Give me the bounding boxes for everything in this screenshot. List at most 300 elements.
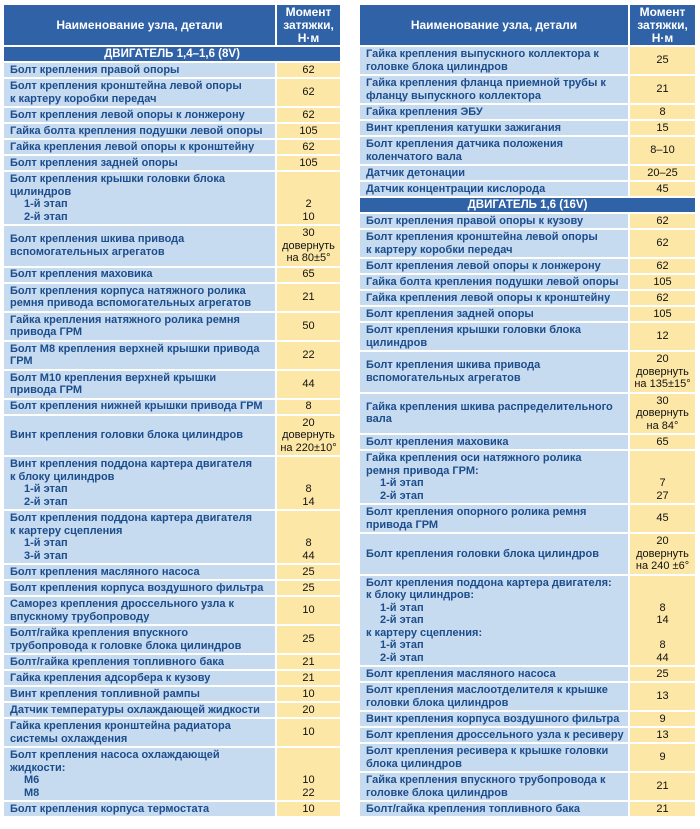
torque-value-line: 20	[302, 416, 315, 429]
part-name-line: Болт крепления масляного насоса	[10, 565, 200, 578]
torque-value-line: 14	[302, 495, 315, 508]
torque-value-line	[630, 452, 695, 465]
torque-value	[630, 534, 695, 574]
part-name-line: Датчик детонации	[366, 166, 466, 179]
spec-row	[360, 291, 695, 305]
torque-value	[630, 230, 695, 257]
part-name-line: Болт крепления корпуса воздушного фильтра	[10, 581, 264, 594]
torque-value-line	[277, 458, 340, 471]
part-name	[360, 76, 630, 103]
torque-value-line: 65	[656, 435, 669, 448]
part-name	[360, 323, 630, 350]
torque-value-line: довернуть	[636, 407, 689, 419]
part-name	[360, 105, 630, 119]
spec-row	[4, 655, 340, 669]
torque-value	[630, 214, 695, 228]
part-name	[4, 687, 277, 701]
part-name	[360, 352, 630, 392]
part-name-line: Болт/гайка крепления топливного бака	[10, 655, 224, 668]
torque-value	[277, 626, 340, 653]
torque-value-line: 9	[659, 712, 666, 725]
part-name-line: Болт крепления корпуса натяжного ролика	[10, 284, 246, 297]
torque-header-line: Момент	[639, 5, 686, 19]
part-name-line: вспомогательных агрегатов	[366, 371, 521, 384]
spec-row	[4, 79, 340, 106]
torque-table-left	[4, 3, 340, 818]
part-name-line: Болт крепления маслоотделителя к крышке	[366, 684, 608, 696]
torque-value	[630, 435, 695, 449]
spec-row	[360, 451, 695, 503]
torque-value	[630, 744, 695, 771]
torque-value-line: 15	[656, 121, 669, 134]
column-header-torque	[630, 5, 695, 45]
column-header-name: Наименование узла, детали	[360, 5, 630, 45]
part-name-line: Болт крепления кронштейна левой опоры	[366, 231, 598, 243]
part-name-line: Болт/гайка крепления впускного	[10, 627, 189, 639]
torque-value-line: 21	[656, 83, 669, 96]
spec-row	[360, 230, 695, 257]
part-name-line: Болт крепления ресивера к крышке головки	[366, 745, 609, 757]
spec-row	[360, 166, 695, 180]
part-name	[360, 230, 630, 257]
torque-value-line: 8–10	[650, 144, 675, 157]
part-name-line: 1-й этап	[380, 639, 424, 651]
torque-value	[277, 416, 340, 456]
torque-value-line	[277, 762, 340, 775]
spec-row	[360, 323, 695, 350]
part-name-line: Болт М8 крепления верхней крышки привода	[10, 342, 260, 355]
torque-value	[277, 655, 340, 669]
torque-value-line: на 80±5°	[286, 252, 331, 264]
torque-value-line	[277, 173, 340, 186]
part-name	[360, 47, 630, 74]
part-name-line: Болт крепления шкива привода	[366, 359, 541, 372]
part-name-line: привода ГРМ	[10, 384, 83, 396]
part-name	[4, 511, 277, 563]
torque-value	[277, 802, 340, 816]
spec-row	[360, 728, 695, 742]
part-name-line: трубопровода к головке блока цилиндров	[10, 639, 242, 652]
part-name-line: Гайка крепления ЭБУ	[366, 105, 483, 118]
spec-row	[360, 105, 695, 119]
spec-row	[360, 275, 695, 289]
torque-value-line: 65	[302, 268, 315, 281]
torque-value-line: 62	[656, 237, 669, 250]
part-name-line: Болт крепления левой опоры к лонжерону	[10, 108, 245, 121]
part-name	[360, 683, 630, 710]
torque-value	[630, 275, 695, 289]
part-name-line: головке блока цилиндров	[366, 786, 508, 799]
torque-value	[630, 576, 695, 666]
part-name	[4, 63, 277, 77]
torque-value	[277, 400, 340, 414]
torque-value	[630, 352, 695, 392]
part-name-line: 1-й этап	[24, 537, 68, 549]
part-name-line: Болт крепления правой опоры	[10, 63, 180, 76]
torque-value-line	[630, 465, 695, 478]
part-name	[360, 667, 630, 681]
spec-row	[360, 667, 695, 681]
spec-row	[4, 511, 340, 563]
torque-value-line: 62	[302, 140, 315, 153]
torque-value-line: 12	[656, 330, 669, 343]
spec-row	[360, 802, 695, 816]
spec-row	[4, 313, 340, 340]
part-name-line: Саморез крепления дроссельного узла к	[10, 598, 235, 610]
torque-value	[277, 371, 340, 398]
torque-value	[630, 307, 695, 321]
part-name-line: к картеру сцепления:	[366, 626, 483, 639]
part-name	[360, 576, 630, 666]
part-name-line: Гайка крепления левой опоры к кронштейну	[10, 140, 255, 153]
torque-value-line: 30	[656, 394, 669, 407]
part-name-line: 1-й этап	[380, 601, 424, 614]
spec-row	[360, 352, 695, 392]
part-name-line: 1-й этап	[24, 483, 68, 495]
spec-row	[4, 140, 340, 154]
part-name	[360, 259, 630, 273]
torque-value-line: 25	[656, 54, 669, 67]
part-name	[4, 416, 277, 456]
part-name	[4, 371, 277, 398]
part-name	[360, 728, 630, 742]
engine-section-header	[360, 198, 695, 212]
part-name-line: ГРМ	[10, 355, 33, 367]
spec-row	[4, 172, 340, 224]
torque-value-line: 62	[302, 63, 315, 76]
torque-value	[630, 105, 695, 119]
part-name	[4, 124, 277, 138]
part-name-line: Гайка крепления оси натяжного ролика	[366, 452, 582, 464]
torque-value	[277, 108, 340, 122]
torque-value	[277, 140, 340, 154]
torque-value-line: 13	[656, 728, 669, 741]
torque-value	[277, 172, 340, 224]
torque-value-line	[277, 512, 340, 525]
part-name-line: Болт крепления датчика положения	[366, 138, 564, 150]
torque-value-line: 10	[302, 726, 315, 739]
spec-row	[4, 802, 340, 816]
torque-value	[277, 63, 340, 77]
torque-value	[277, 565, 340, 579]
part-name-line: Гайка крепления шкива распределительного	[366, 400, 613, 413]
torque-value	[277, 342, 340, 369]
spec-row	[4, 371, 340, 398]
part-name-line: привода ГРМ	[366, 518, 439, 531]
part-name-line: Болт крепления маховика	[366, 435, 509, 448]
torque-value	[277, 124, 340, 138]
part-name-line: 1-й этап	[380, 477, 424, 489]
torque-value	[630, 712, 695, 726]
torque-value-line: 10	[302, 774, 315, 786]
spec-row	[4, 124, 340, 138]
spec-row	[4, 671, 340, 685]
torque-value-line: на 135±15°	[634, 378, 691, 390]
part-name	[4, 284, 277, 311]
torque-value-line	[630, 589, 695, 602]
torque-value-line: 8	[659, 639, 666, 651]
torque-value	[277, 79, 340, 106]
torque-value-line: 21	[302, 290, 315, 303]
part-name-line: 2-й этап	[24, 210, 68, 223]
spec-row	[360, 47, 695, 74]
torque-value-line: 44	[302, 377, 315, 390]
part-name	[360, 505, 630, 532]
torque-value	[277, 313, 340, 340]
part-name-line: ремня привода ГРМ:	[366, 464, 479, 477]
torque-value-line: 105	[653, 275, 672, 288]
part-name-line: Болт крепления крышки головки блока	[366, 324, 581, 336]
part-name-line: головке блока цилиндров	[366, 60, 508, 73]
part-name-line: к картеру сцепления	[10, 524, 123, 537]
part-name-line: Болт крепления масляного насоса	[366, 667, 556, 680]
torque-value-line: 10	[302, 802, 315, 815]
part-name-line: Винт крепления катушки зажигания	[366, 121, 562, 134]
part-name-line: Болт крепления головки блока цилиндров	[366, 547, 600, 560]
torque-value-line: 20	[656, 535, 669, 547]
part-name-line: фланцу выпускного коллектора	[366, 89, 541, 102]
part-name	[4, 597, 277, 624]
torque-value	[630, 182, 695, 196]
torque-value-line: 27	[656, 489, 669, 502]
torque-value-line: на 84°	[646, 419, 679, 432]
part-name	[360, 712, 630, 726]
spec-row	[4, 719, 340, 746]
torque-value	[630, 47, 695, 74]
part-name-line: к картеру коробки передач	[10, 92, 157, 105]
torque-value-line	[277, 749, 340, 762]
spec-row	[4, 63, 340, 77]
torque-value	[277, 511, 340, 563]
spec-row	[360, 712, 695, 726]
torque-value-line: довернуть	[282, 429, 335, 441]
torque-value	[630, 773, 695, 800]
part-name-line: М6	[24, 774, 40, 786]
table-header	[4, 5, 340, 45]
table-header	[360, 5, 695, 45]
torque-value-line: 30	[302, 227, 315, 239]
spec-row	[4, 597, 340, 624]
torque-value	[277, 226, 340, 266]
part-name	[4, 748, 277, 800]
part-name-line: Винт крепления головки блока цилиндров	[10, 429, 244, 441]
torque-value-line: 44	[302, 549, 315, 562]
torque-value-line: 22	[302, 786, 315, 799]
torque-value-line: 20	[302, 703, 315, 716]
part-name-line: Болт крепления корпуса термостата	[10, 802, 210, 815]
spec-row	[4, 687, 340, 701]
part-name	[4, 108, 277, 122]
part-name-line: Гайка крепления левой опоры к кронштейну	[366, 291, 611, 304]
torque-value-line: 45	[656, 182, 669, 195]
part-name	[4, 671, 277, 685]
spec-row	[360, 534, 695, 574]
part-name	[4, 156, 277, 170]
part-name	[360, 451, 630, 503]
part-name	[360, 291, 630, 305]
torque-value-line: 9	[659, 751, 666, 764]
torque-value-line	[277, 186, 340, 199]
spec-row	[360, 576, 695, 666]
part-name	[4, 226, 277, 266]
torque-value-line: 25	[656, 667, 669, 680]
part-name	[4, 565, 277, 579]
section-title: ДВИГАТЕЛЬ 1,4–1,6 (8V)	[4, 47, 340, 61]
torque-value-line: 25	[302, 633, 315, 646]
part-name	[4, 79, 277, 106]
torque-value-line: 25	[302, 581, 315, 594]
torque-value-line: 62	[656, 291, 669, 304]
torque-value-line: 8	[305, 537, 312, 549]
torque-value-line: 21	[302, 655, 315, 668]
part-name-line: Болт крепления поддона картера двигателя:	[366, 576, 612, 589]
torque-value-line: 21	[656, 780, 669, 793]
part-name-line: Болт крепления задней опоры	[366, 307, 534, 320]
part-name-line: Гайка крепления адсорбера к кузову	[10, 671, 211, 684]
spec-row	[4, 457, 340, 509]
torque-value-line: на 240 ±6°	[635, 560, 690, 572]
part-name	[4, 703, 277, 717]
part-name-line: впускному трубопроводу	[10, 610, 150, 623]
torque-value-line: 21	[302, 671, 315, 684]
torque-value-line: 7	[659, 477, 666, 489]
torque-value-line	[630, 577, 695, 590]
torque-value-line: 105	[299, 156, 318, 169]
part-name	[360, 534, 630, 574]
part-name-line: привода ГРМ	[10, 326, 83, 338]
part-name-line: коленчатого вала	[366, 150, 462, 163]
spec-row	[360, 505, 695, 532]
spec-row	[4, 156, 340, 170]
spec-row	[360, 394, 695, 434]
part-name-line: Винт крепления поддона картера двигателя	[10, 458, 253, 470]
part-name-line: Гайка болта крепления подушки левой опоры	[10, 124, 263, 137]
torque-header-line: Момент	[285, 5, 332, 19]
torque-value-line: 25	[302, 565, 315, 578]
torque-value	[277, 284, 340, 311]
part-name-line: Болт М10 крепления верхней крышки	[10, 371, 217, 384]
part-name-line: Гайка крепления натяжного ролика ремня	[10, 313, 240, 326]
part-name	[4, 400, 277, 414]
part-name	[360, 275, 630, 289]
spec-row	[4, 416, 340, 456]
part-name	[4, 140, 277, 154]
part-name	[4, 802, 277, 816]
part-name-line: вала	[366, 413, 392, 426]
part-name	[4, 268, 277, 282]
part-name-line: цилиндров	[366, 336, 428, 349]
torque-value	[277, 719, 340, 746]
column-header-name: Наименование узла, детали	[4, 5, 277, 45]
part-name-line: жидкости:	[10, 761, 66, 774]
spec-row	[4, 342, 340, 369]
part-name	[4, 313, 277, 340]
part-name-line: Болт крепления поддона картера двигателя	[10, 512, 253, 524]
part-name-line: 1-й этап	[24, 198, 68, 210]
torque-value	[630, 137, 695, 164]
spec-row	[360, 259, 695, 273]
part-name-line: Болт крепления насоса охлаждающей	[10, 749, 220, 761]
part-name	[4, 172, 277, 224]
part-name-line: головки блока цилиндров	[366, 696, 509, 709]
spec-row	[360, 76, 695, 103]
spec-row	[4, 284, 340, 311]
spec-row	[4, 565, 340, 579]
torque-value	[277, 597, 340, 624]
part-name	[360, 435, 630, 449]
torque-value	[630, 121, 695, 135]
part-name	[4, 342, 277, 369]
part-name	[360, 802, 630, 816]
torque-value	[630, 667, 695, 681]
part-name-line: М8	[24, 786, 40, 799]
torque-value	[630, 505, 695, 532]
torque-value-line: 62	[656, 214, 669, 227]
spec-row	[360, 683, 695, 710]
torque-value	[277, 156, 340, 170]
torque-value-line: 10	[302, 210, 315, 223]
torque-value	[277, 748, 340, 800]
torque-value-line: 8	[305, 483, 312, 495]
column-header-torque	[277, 5, 340, 45]
part-name-line: Винт крепления корпуса воздушного фильтра	[366, 712, 620, 725]
part-name	[360, 166, 630, 180]
torque-header-line: Н·м	[651, 30, 674, 45]
torque-header-line: затяжки,	[637, 17, 688, 32]
part-name-line: 3-й этап	[24, 549, 68, 562]
part-name	[4, 719, 277, 746]
torque-value-line: 14	[656, 614, 669, 626]
part-name-line: 2-й этап	[380, 489, 424, 502]
spec-row	[4, 581, 340, 595]
part-name-line: к картеру коробки передач	[366, 243, 513, 256]
part-name-line: 2-й этап	[380, 614, 424, 626]
part-name	[360, 214, 630, 228]
torque-value-line: довернуть	[636, 547, 689, 560]
part-name-line: Болт крепления задней опоры	[10, 156, 178, 169]
torque-value	[630, 394, 695, 434]
torque-value	[277, 581, 340, 595]
spec-row	[360, 435, 695, 449]
torque-value-line: 105	[653, 307, 672, 320]
part-name-line: Гайка крепления фланца приемной трубы к	[366, 77, 606, 89]
part-name-line: Гайка крепления впускного трубопровода к	[366, 774, 606, 786]
spec-row	[360, 214, 695, 228]
torque-value-line: 8	[659, 105, 666, 118]
part-name	[360, 773, 630, 800]
torque-value-line: 45	[656, 512, 669, 525]
spec-row	[360, 182, 695, 196]
torque-header-line: Н·м	[297, 30, 320, 45]
torque-value-line: 21	[656, 802, 669, 815]
torque-value-line: 13	[656, 690, 669, 703]
torque-value-line: 44	[656, 651, 669, 664]
part-name-line: Гайка крепления выпускного коллектора к	[366, 48, 599, 60]
part-name-line: цилиндров	[10, 185, 72, 198]
torque-table-right	[360, 3, 695, 818]
part-name-line: Болт крепления правой опоры к кузову	[366, 214, 584, 227]
torque-value-line: 50	[302, 319, 315, 332]
spec-row	[4, 626, 340, 653]
engine-section-header	[4, 47, 340, 61]
part-name-line: Болт крепления шкива привода	[10, 233, 185, 246]
torque-value	[277, 457, 340, 509]
part-name-line: Гайка крепления кронштейна радиатора	[10, 720, 231, 732]
part-name	[360, 121, 630, 135]
torque-value-line: 8	[659, 601, 666, 614]
torque-value-line: 105	[299, 124, 318, 137]
torque-value-line: 22	[302, 348, 315, 361]
